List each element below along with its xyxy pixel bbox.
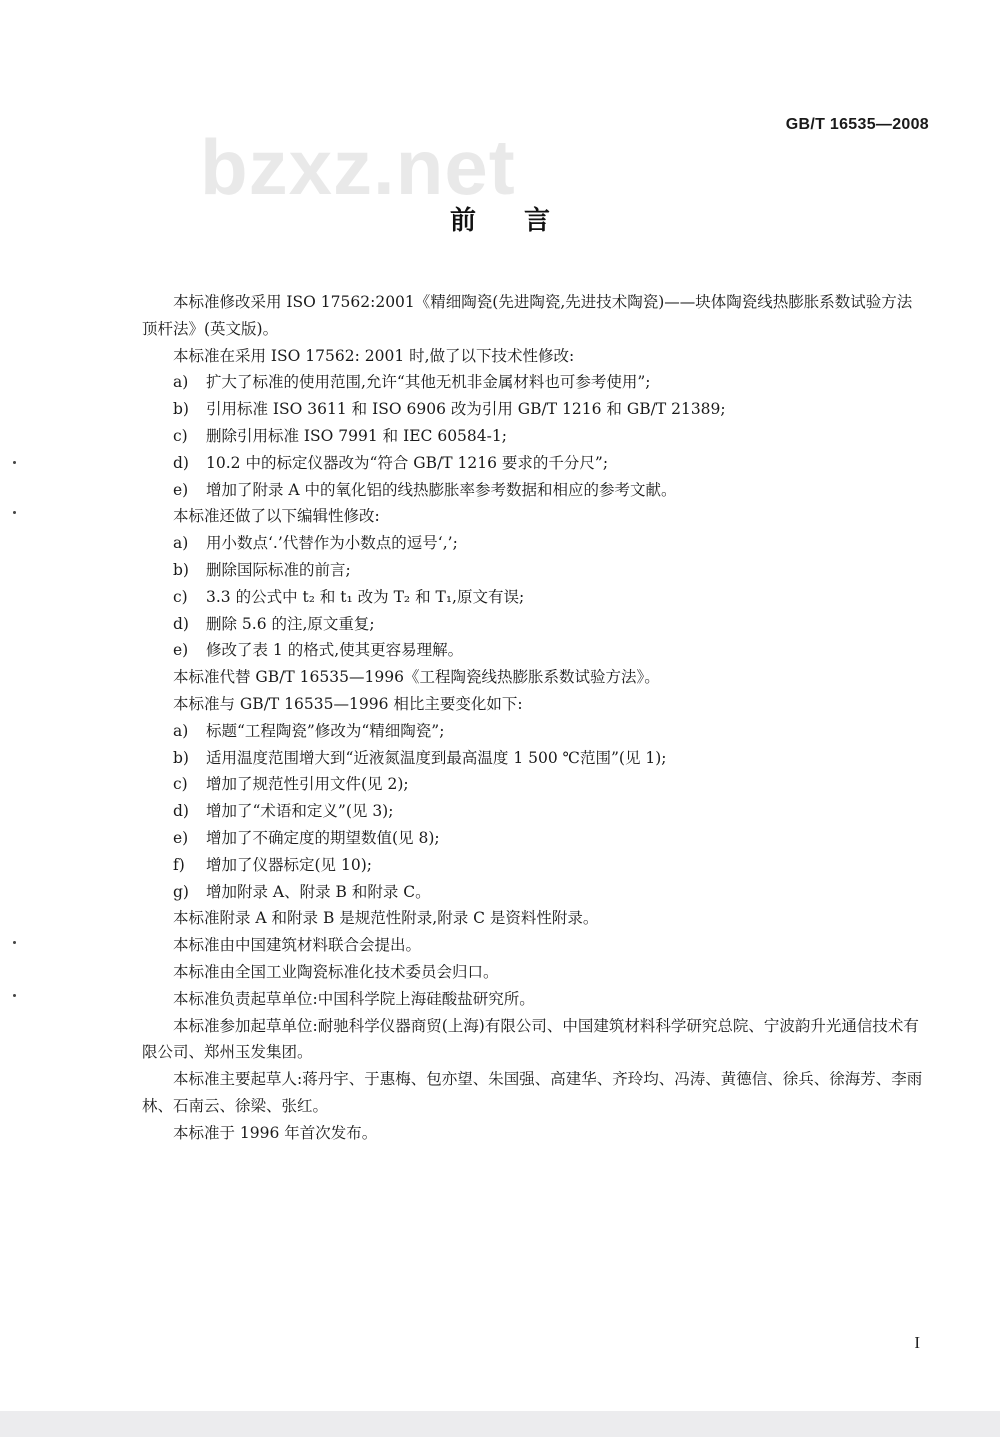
- page-title: 前言: [449, 206, 598, 236]
- list-item-label: g): [173, 882, 189, 901]
- paragraph: 本标准负责起草单位:中国科学院上海硅酸盐研究所。: [173, 989, 535, 1008]
- list-item-text: 增加附录 A、附录 B 和附录 C。: [206, 882, 431, 901]
- list-item-label: b): [173, 560, 189, 579]
- document-body: [142, 289, 932, 1147]
- list-item-label: e): [173, 480, 189, 499]
- paragraph: 本标准代替 GB/T 16535—1996《工程陶瓷线热膨胀系数试验方法》。: [173, 668, 660, 687]
- list-item-label: d): [173, 802, 189, 821]
- list-item: [142, 637, 932, 664]
- list-item-label: d): [173, 453, 189, 472]
- list-item: [142, 584, 932, 611]
- list-item-text: 增加了“术语和定义”(见 3);: [206, 802, 394, 821]
- list-item-label: a): [173, 534, 189, 553]
- list-item-text: 删除 5.6 的注,原文重复;: [206, 614, 375, 633]
- list-item-label: c): [173, 587, 188, 606]
- list-item: [142, 611, 932, 638]
- list-item-text: 引用标准 ISO 3611 和 ISO 6906 改为引用 GB/T 1216 和 GB/T 21389;: [206, 400, 726, 419]
- list-item: [142, 825, 932, 852]
- paragraph: 本标准由全国工业陶瓷标准化技术委员会归口。: [173, 962, 499, 981]
- list-item: [142, 718, 932, 745]
- list-item: [142, 798, 932, 825]
- list-item-text: 适用温度范围增大到“近液氮温度到最高温度 1 500 ℃范围”(见 1);: [206, 748, 667, 767]
- paragraph: 本标准由中国建筑材料联合会提出。: [173, 936, 422, 955]
- paragraph: 本标准于 1996 年首次发布。: [173, 1123, 378, 1142]
- list-item-label: c): [173, 775, 188, 794]
- list-item-label: e): [173, 641, 189, 660]
- list-item-text: 3.3 的公式中 t₂ 和 t₁ 改为 T₂ 和 T₁,原文有误;: [206, 587, 525, 606]
- list-item: [142, 477, 932, 504]
- paragraph: 本标准与 GB/T 16535—1996 相比主要变化如下:: [173, 694, 523, 713]
- watermark-text: bzxz.net: [200, 123, 516, 211]
- list-item-text: 用小数点‘.’代替作为小数点的逗号‘,’;: [206, 534, 458, 553]
- list-item-text: 删除国际标准的前言;: [206, 560, 351, 579]
- page-number: I: [914, 1333, 920, 1352]
- paragraph: 本标准在采用 ISO 17562: 2001 时,做了以下技术性修改:: [173, 346, 575, 365]
- list-item: [142, 530, 932, 557]
- list-item-text: 标题“工程陶瓷”修改为“精细陶瓷”;: [206, 721, 445, 740]
- margin-dot: [13, 461, 16, 464]
- standard-number: GB/T 16535—2008: [785, 116, 929, 133]
- paragraph: 本标准修改采用 ISO 17562:2001《精细陶瓷(先进陶瓷,先进技术陶瓷)——块体陶瓷线热膨胀系数试验方法 顶杆法》(英文版)。: [142, 293, 928, 338]
- margin-dot: [13, 941, 16, 944]
- list-item: [142, 396, 932, 423]
- paragraph: 本标准附录 A 和附录 B 是规范性附录,附录 C 是资料性附录。: [173, 909, 599, 928]
- bottom-strip: [0, 1411, 1000, 1437]
- list-item: [142, 423, 932, 450]
- list-item-label: a): [173, 373, 189, 392]
- list-item-text: 扩大了标准的使用范围,允许“其他无机非金属材料也可参考使用”;: [206, 373, 651, 392]
- list-item: [142, 557, 932, 584]
- list-item: [142, 450, 932, 477]
- list-item-text: 修改了表 1 的格式,使其更容易理解。: [206, 641, 464, 660]
- list-item: [142, 852, 932, 879]
- margin-dot: [13, 994, 16, 997]
- list-item-text: 删除引用标准 ISO 7991 和 IEC 60584-1;: [206, 426, 507, 445]
- list-item-text: 10.2 中的标定仪器改为“符合 GB/T 1216 要求的千分尺”;: [206, 453, 609, 472]
- margin-dot: [13, 511, 16, 514]
- list-item-label: e): [173, 828, 189, 847]
- list-item-label: f): [173, 855, 185, 874]
- list-item-label: b): [173, 748, 189, 767]
- list-item-label: a): [173, 721, 189, 740]
- paragraph: 本标准主要起草人:蒋丹宇、于惠梅、包亦望、朱国强、高建华、齐玲均、冯涛、黄德信、徐兵、徐海芳、李雨林、石南云、徐梁、张红。: [142, 1070, 923, 1115]
- paragraph: 本标准参加起草单位:耐驰科学仪器商贸(上海)有限公司、中国建筑材料科学研究总院、宁波韵升光通信技术有限公司、郑州玉发集团。: [142, 1016, 919, 1062]
- list-item-label: c): [173, 426, 188, 445]
- list-item-text: 增加了不确定度的期望数值(见 8);: [206, 828, 440, 847]
- list-item-text: 增加了附录 A 中的氧化铝的线热膨胀率参考数据和相应的参考文献。: [206, 480, 677, 499]
- list-item: [142, 745, 932, 772]
- list-item: [142, 771, 932, 798]
- paragraph: 本标准还做了以下编辑性修改:: [173, 507, 380, 526]
- list-item-label: d): [173, 614, 189, 633]
- list-item: [142, 879, 932, 906]
- list-item-text: 增加了仪器标定(见 10);: [206, 855, 372, 874]
- list-item-label: b): [173, 400, 189, 419]
- list-item: [142, 369, 932, 396]
- list-item-text: 增加了规范性引用文件(见 2);: [206, 775, 409, 794]
